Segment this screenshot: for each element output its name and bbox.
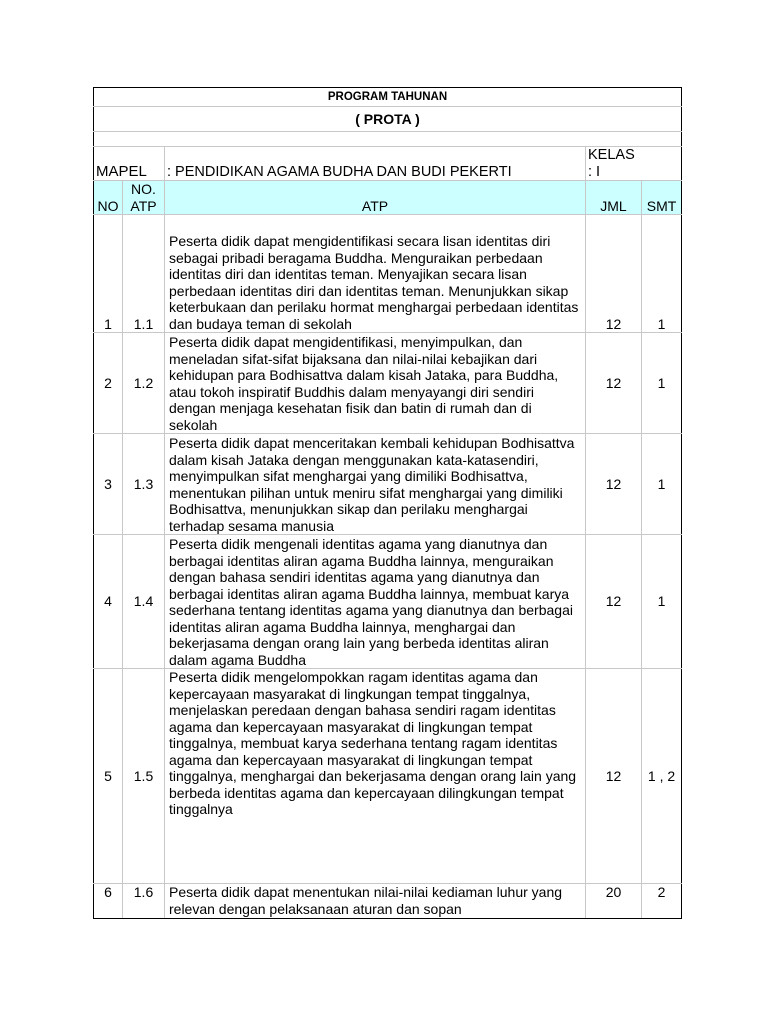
- header-jml: JML: [586, 181, 642, 215]
- header-no-atp-line1: NO.: [131, 181, 156, 197]
- row-smt: 1: [642, 535, 682, 669]
- row-atp-no: 1.5: [123, 669, 165, 884]
- row-atp-text: Peserta didik mengelompokkan ragam identitas agama dan kepercayaan masyarakat di lingkungan tempat tinggalnya, menjelaskan peredaan dengan bahasa sendiri ragam identitas agama dan kepercayaan masyarakat di lingkungan tempat tinggalnya, membuat karya sederhana tentang ragam identitas agama dan kepercayaan masyarakat di lingkungan tempat tinggalnya, menghargai dan bekerjasama dengan orang lain yang berbeda identitas agama dan kepercayaan dilingkungan tempat tinggalnya: [165, 669, 586, 884]
- header-no-atp-line2: ATP: [130, 197, 157, 214]
- mapel-value: : PENDIDIKAN AGAMA BUDHA DAN BUDI PEKERTI: [165, 147, 586, 181]
- row-no: 4: [94, 535, 123, 669]
- row-no: 6: [94, 884, 123, 919]
- row-smt: 1: [642, 434, 682, 535]
- row-no: 2: [94, 333, 123, 434]
- mapel-label: MAPEL: [94, 147, 165, 181]
- row-atp-no: 1.6: [123, 884, 165, 919]
- row-jml: 12: [586, 669, 642, 884]
- row-atp-no: 1.1: [123, 215, 165, 333]
- row-jml: 20: [586, 884, 642, 919]
- row-atp-text: Peserta didik dapat mengidentifikasi, menyimpulkan, dan meneladan sifat-sifat bijaksana dan nilai-nilai kebajikan dari kehidupan para Bodhisattva dalam kisah Jataka, para Buddha, atau tokoh inspiratif Buddhis dalam menyayangi diri sendiri dengan menjaga kesehatan fisik dan batin di rumah dan di sekolah: [165, 333, 586, 434]
- row-smt: 2: [642, 884, 682, 919]
- table-row: [94, 215, 682, 333]
- header-smt: SMT: [642, 181, 682, 215]
- header-atp: ATP: [165, 181, 586, 215]
- header-no-atp: [123, 181, 165, 215]
- row-atp-text: Peserta didik dapat menentukan nilai-nilai kediaman luhur yang relevan dengan pelaksanaan aturan dan sopan: [165, 884, 586, 919]
- row-no: 5: [94, 669, 123, 884]
- row-atp-no: 1.3: [123, 434, 165, 535]
- row-atp-text: Peserta didik dapat mengidentifikasi secara lisan identitas diri sebagai pribadi beragama Buddha. Menguraikan perbedaan identitas diri dan identitas teman. Menyajikan secara lisan perbedaan identitas diri dan identitas teman. Menunjukkan sikap keterbukaan dan perilaku hormat menghargai perbedaan identitas dan budaya teman di sekolah: [165, 215, 586, 333]
- row-no: 3: [94, 434, 123, 535]
- row-jml: 12: [586, 333, 642, 434]
- kelas-label: KELAS: [588, 147, 635, 163]
- prota-table: [93, 87, 682, 919]
- program-title: PROGRAM TAHUNAN: [94, 88, 682, 107]
- row-atp-text: Peserta didik dapat menceritakan kembali kehidupan Bodhisattva dalam kisah Jataka dengan menggunakan kata-katasendiri, menyimpulkan sifat menghargai yang dimiliki Bodhisattva, menentukan pilihan untuk meniru sifat menghargai yang dimiliki Bodhisattva, menunjukkan sikap dan perilaku menghargai terhadap sesama manusia: [165, 434, 586, 535]
- row-smt: 1 , 2: [642, 669, 682, 884]
- table-row: [94, 669, 682, 884]
- table-row: [94, 434, 682, 535]
- row-atp-no: 1.2: [123, 333, 165, 434]
- header-no: NO: [94, 181, 123, 215]
- table-row: [94, 333, 682, 434]
- row-no: 1: [94, 215, 123, 333]
- table-row: [94, 535, 682, 669]
- row-jml: 12: [586, 535, 642, 669]
- prota-title: ( PROTA ): [94, 107, 682, 132]
- row-smt: 1: [642, 333, 682, 434]
- kelas-value: : I: [588, 163, 601, 180]
- row-atp-no: 1.4: [123, 535, 165, 669]
- row-smt: 1: [642, 215, 682, 333]
- kelas-cell: [586, 147, 682, 181]
- spacer-row: [94, 132, 682, 147]
- row-atp-text: Peserta didik mengenali identitas agama yang dianutnya dan berbagai identitas aliran agama Buddha lainnya, menguraikan dengan bahasa sendiri identitas agama yang dianutnya dan berbagai identitas aliran agama Buddha lainnya, membuat karya sederhana tentang identitas agama yang dianutnya dan berbagai identitas aliran agama Buddha lainnya, menghargai dan bekerjasama dengan orang lain yang berbeda identitas aliran dalam agama Buddha: [165, 535, 586, 669]
- table-row: [94, 884, 682, 919]
- row-jml: 12: [586, 434, 642, 535]
- row-jml: 12: [586, 215, 642, 333]
